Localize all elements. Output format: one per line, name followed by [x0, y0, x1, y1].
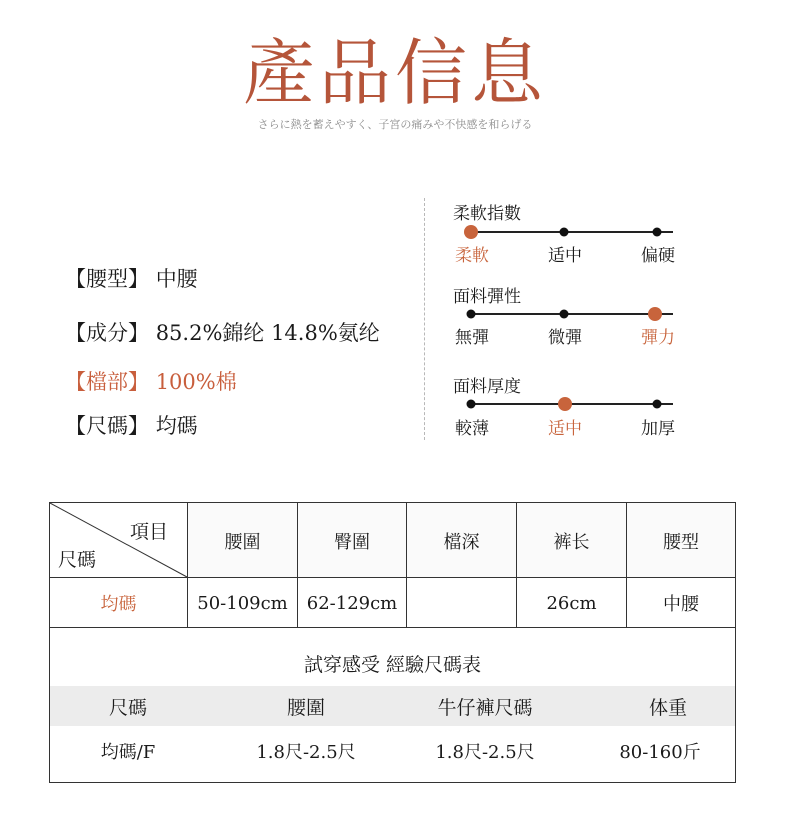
column-header: 臀圍 [297, 503, 406, 578]
fit-table [49, 627, 736, 783]
column-header: 裤长 [516, 503, 626, 578]
fit-table-title: 試穿感受 經驗尺碼表 [303, 654, 482, 676]
spec-value: 85.2%錦纶 14.8%氨纶 [155, 321, 380, 345]
spec-key: 【檔部】 [65, 370, 149, 394]
scale-option-no-stretch: 無彈 [455, 328, 489, 348]
row-label: 均碼 [100, 594, 137, 615]
table-cell: 26cm [516, 578, 626, 628]
scale-dot [653, 400, 662, 409]
table-cell: 80-160斤 [619, 742, 701, 763]
column-header: 腰型 [626, 503, 735, 578]
table-cell: 中腰 [626, 578, 735, 628]
size-table [49, 502, 736, 628]
fit-table-header-band [50, 686, 735, 726]
spec-material [65, 320, 380, 346]
page-title: 產品信息 [242, 31, 547, 115]
table-cell: 均碼/F [100, 742, 156, 763]
column-header: 尺碼 [108, 696, 148, 719]
scale-dot-selected [558, 397, 572, 411]
table-cell: 50-109cm [187, 578, 297, 628]
scale-option-medium: 适中 [548, 419, 582, 439]
scale-option-stretch: 彈力 [641, 328, 675, 348]
scale-dot [467, 400, 476, 409]
scale-option-slight-stretch: 微彈 [548, 328, 582, 348]
spec-waist-type [65, 266, 198, 292]
scale-option-thick: 加厚 [641, 419, 675, 439]
spec-crotch [65, 369, 237, 395]
spec-size [65, 413, 198, 439]
vertical-divider [424, 198, 425, 440]
column-header: 体重 [648, 696, 688, 719]
spec-key: 【成分】 [65, 321, 149, 345]
scale-dot [560, 310, 569, 319]
spec-value: 均碼 [155, 414, 198, 438]
spec-key: 【尺碼】 [65, 414, 149, 438]
table-cell [406, 578, 516, 628]
scale-dot [560, 228, 569, 237]
column-header: 檔深 [406, 503, 516, 578]
spec-value: 中腰 [155, 267, 198, 291]
scale-title-softness: 柔軟指數 [453, 204, 521, 224]
spec-value: 100%棉 [155, 370, 237, 394]
scale-option-hard: 偏硬 [641, 246, 675, 266]
table-cell: 1.8尺-2.5尺 [435, 742, 535, 763]
scale-dot [653, 228, 662, 237]
scale-title-thickness: 面料厚度 [453, 377, 521, 397]
scale-dot-selected [648, 307, 662, 321]
scale-option-medium: 适中 [548, 246, 582, 266]
scale-option-soft: 柔軟 [455, 246, 489, 266]
column-header: 腰圍 [286, 696, 326, 719]
scale-option-thin: 較薄 [455, 419, 489, 439]
column-header: 牛仔褲尺碼 [437, 696, 533, 719]
column-header: 腰圍 [187, 503, 297, 578]
scale-title-elasticity: 面料彈性 [453, 287, 521, 307]
table-cell: 62-129cm [297, 578, 406, 628]
corner-label-size: 尺碼 [58, 549, 97, 571]
page-subtitle: さらに熱を蓄えやすく、子宮の痛みや不快感を和らげる [257, 118, 533, 131]
scale-dot-selected [464, 225, 478, 239]
scale-track-softness [470, 231, 673, 233]
scale-dot [467, 310, 476, 319]
scale-track-elasticity [470, 313, 673, 315]
spec-key: 【腰型】 [65, 267, 149, 291]
corner-label-item: 項目 [130, 521, 169, 543]
table-cell: 1.8尺-2.5尺 [256, 742, 356, 763]
